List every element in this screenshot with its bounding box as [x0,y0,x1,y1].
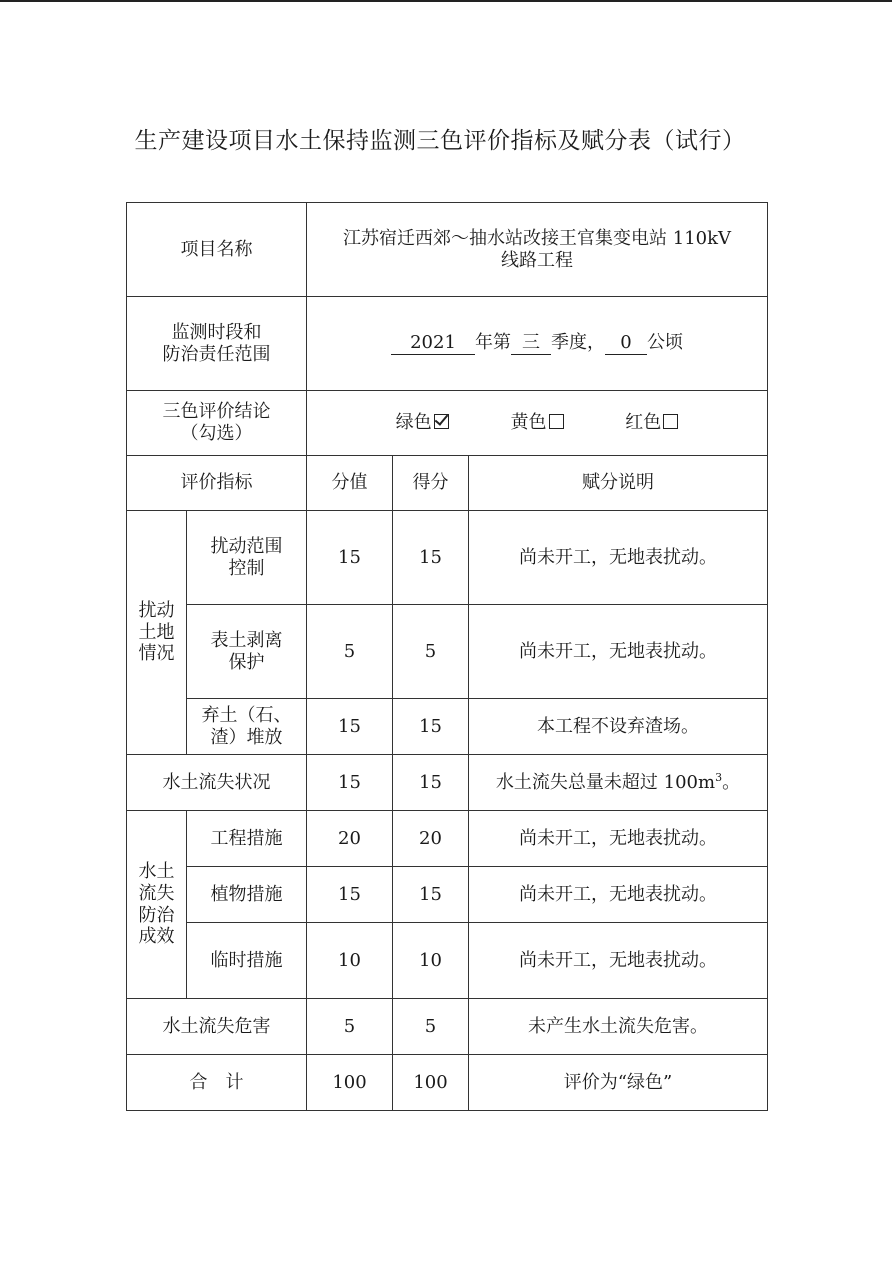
table-row [127,755,768,811]
option-yellow-label: 黄色 [510,412,547,434]
group1-label-line1: 扰动 [138,600,175,622]
project-name-line1: 江苏宿迁西郊～抽水站改接王官集变电站 110kV [343,227,731,249]
score-cell: 5 [307,605,393,699]
indicator-label: 水土流失状况 [127,755,307,811]
project-name [307,203,768,297]
option-green[interactable] [396,412,449,434]
explanation-cell: 尚未开工，无地表扰动。 [469,511,768,605]
indicator-label [187,511,307,605]
indicator-label: 工程措施 [187,811,307,867]
indicator-label-line1: 弃土（石、 [201,704,292,726]
indicator-label-line1: 表土剥离 [210,629,283,651]
period-row [127,297,768,391]
project-name-line2: 线路工程 [501,249,573,271]
indicator-label: 植物措施 [187,867,307,923]
indicator-label-line2: 保护 [228,651,265,673]
indicator-label-line2: 渣）堆放 [210,726,283,748]
evaluation-table [126,202,768,1111]
explanation-end: 。 [722,772,741,794]
checkbox-empty-icon[interactable] [549,414,564,429]
total-obtained: 100 [393,1055,469,1111]
table-row [127,867,768,923]
project-label: 项目名称 [127,203,307,297]
conclusion-options [307,391,768,456]
table-row [127,699,768,755]
obtained-cell: 15 [393,511,469,605]
explanation-cell: 尚未开工，无地表扰动。 [469,811,768,867]
period-quarter: 三 [511,332,551,355]
group2-label-line4: 成效 [138,926,175,948]
explanation-cell: 尚未开工，无地表扰动。 [469,923,768,999]
obtained-cell: 15 [393,755,469,811]
checkbox-checked-icon[interactable] [434,414,449,429]
explanation-cell: 尚未开工，无地表扰动。 [469,605,768,699]
total-score: 100 [307,1055,393,1111]
obtained-cell: 20 [393,811,469,867]
table-row [127,811,768,867]
header-row [127,456,768,511]
indicator-label: 临时措施 [187,923,307,999]
score-cell: 15 [307,755,393,811]
obtained-cell: 10 [393,923,469,999]
conclusion-label-line2: （勾选） [180,423,253,444]
group2-label-line1: 水土 [138,861,175,883]
table-row [127,511,768,605]
indicator-label [187,699,307,755]
obtained-cell: 15 [393,699,469,755]
group1-label [127,511,187,755]
page-title: 生产建设项目水土保持监测三色评价指标及赋分表（试行） [134,128,746,154]
period-quarter-suffix: 季度， [551,332,605,353]
score-cell: 15 [307,699,393,755]
option-green-label: 绿色 [395,412,432,434]
superscript: 3 [715,771,723,785]
indicator-label: 水土流失危害 [127,999,307,1055]
period-label-line1: 监测时段和 [171,321,262,343]
group1-label-line3: 情况 [138,643,175,665]
total-row [127,1055,768,1111]
conclusion-label-line1: 三色评价结论 [162,401,271,423]
conclusion-row [127,391,768,456]
period-label [127,297,307,391]
indicator-label [187,605,307,699]
total-explanation: 评价为“绿色” [469,1055,768,1111]
period-area-unit: 公顷 [647,332,683,353]
group1-label-line2: 土地 [138,621,175,643]
header-explanation: 赋分说明 [469,456,768,511]
project-row [127,203,768,297]
group2-label [127,811,187,999]
indicator-label-line1: 扰动范围 [210,535,283,557]
explanation-cell: 本工程不设弃渣场。 [469,699,768,755]
explanation-cell [469,755,768,811]
top-border-line [0,0,892,2]
group2-label-line2: 流失 [138,882,175,904]
period-value [307,297,768,391]
group2-label-line3: 防治 [138,904,175,926]
period-area: 0 [605,332,647,355]
conclusion-label [127,391,307,456]
score-cell: 15 [307,867,393,923]
header-indicator: 评价指标 [127,456,307,511]
score-cell: 10 [307,923,393,999]
checkbox-empty-icon[interactable] [663,414,678,429]
option-red[interactable] [625,412,678,434]
header-score: 分值 [307,456,393,511]
score-cell: 15 [307,511,393,605]
option-red-label: 红色 [625,412,662,434]
period-year-suffix: 年第 [475,332,511,353]
period-label-line2: 防治责任范围 [162,343,271,365]
table-row [127,999,768,1055]
obtained-cell: 15 [393,867,469,923]
table-row [127,923,768,999]
explanation-text: 水土流失总量未超过 100m [495,772,716,794]
score-cell: 20 [307,811,393,867]
explanation-cell: 未产生水土流失危害。 [469,999,768,1055]
score-cell: 5 [307,999,393,1055]
indicator-label-line2: 控制 [228,557,265,579]
header-obtained: 得分 [393,456,469,511]
total-label: 合 计 [127,1055,307,1111]
option-yellow[interactable] [511,412,564,434]
table-row [127,605,768,699]
obtained-cell: 5 [393,999,469,1055]
period-year: 2021 [391,332,475,355]
explanation-cell: 尚未开工，无地表扰动。 [469,867,768,923]
obtained-cell: 5 [393,605,469,699]
